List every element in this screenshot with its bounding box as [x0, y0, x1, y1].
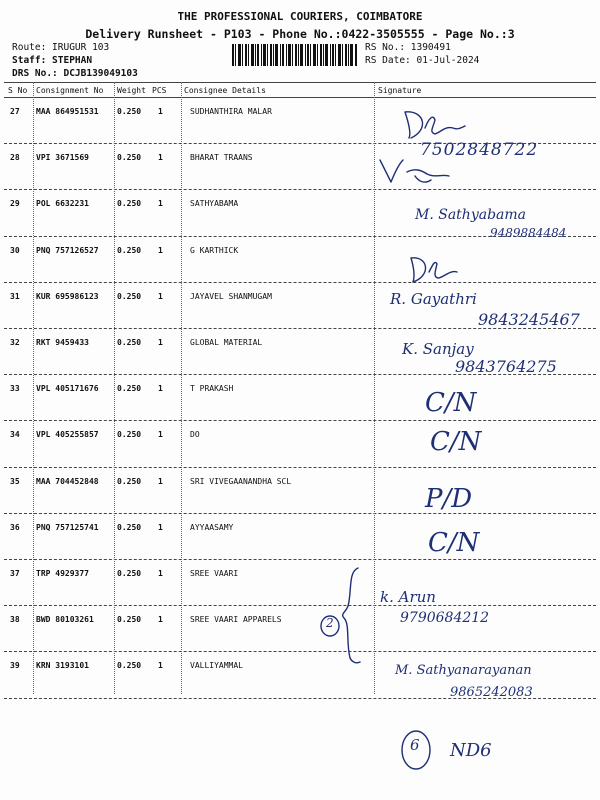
handwritten-cn-row-33: C/N	[425, 388, 477, 418]
cell-pcs: 1	[158, 384, 163, 394]
handwritten-phone-row-39: 9865242083	[450, 685, 533, 700]
signature-row-28	[375, 150, 465, 190]
cell-consignee: JAYAVEL SHANMUGAM	[190, 291, 272, 301]
cell-consignee: GLOBAL MATERIAL	[190, 338, 263, 347]
handwritten-phone-row-32: 9843764275	[455, 357, 557, 376]
row-divider	[4, 605, 596, 606]
row-divider	[4, 420, 596, 421]
cell-weight: 0.250	[117, 245, 142, 255]
cell-consignment-no: KRN 3193101	[36, 661, 89, 671]
cell-weight: 0.250	[117, 107, 142, 116]
cell-sno: 37	[10, 569, 20, 578]
cell-sno: 27	[10, 107, 20, 116]
cell-consignment-no: TRP 4929377	[36, 569, 89, 578]
row-divider	[4, 467, 596, 468]
cell-consignee: VALLIYAMMAL	[190, 661, 243, 671]
column-header-consignment: Consignment No	[36, 86, 104, 95]
route-label: Route: IRUGUR 103	[12, 42, 110, 53]
handwritten-cn-row-34: C/N	[430, 427, 482, 457]
cell-consignment-no: RKT 9459433	[36, 338, 89, 347]
handwritten-name-row-38: k. Arun	[380, 588, 436, 606]
cell-pcs: 1	[158, 430, 163, 440]
cell-sno: 33	[10, 384, 20, 394]
cell-sno: 39	[10, 661, 20, 671]
handwritten-note-nd6: ND6	[450, 740, 492, 761]
cell-consignment-no: KUR 695986123	[36, 291, 99, 301]
column-header-sno: S No	[8, 86, 28, 95]
cell-sno: 36	[10, 522, 20, 532]
cell-consignee: SUDHANTHIRA MALAR	[190, 107, 272, 116]
column-divider	[181, 82, 182, 694]
column-divider	[33, 82, 34, 694]
cell-weight: 0.250	[117, 430, 142, 440]
handwritten-cn-row-36: C/N	[428, 528, 480, 558]
handwritten-name-row-31: R. Gayathri	[390, 290, 477, 308]
rs-number: RS No.: 1390491	[365, 42, 451, 53]
cell-consignee: SRI VIVEGAANANDHA SCL	[190, 476, 292, 486]
cell-consignment-no: BWD 80103261	[36, 615, 94, 625]
bracket-rows-37-38	[318, 562, 368, 667]
cell-pcs: 1	[158, 199, 163, 209]
cell-weight: 0.250	[117, 615, 142, 625]
cell-consignee: DO	[190, 430, 200, 440]
cell-consignment-no: VPL 405171676	[36, 384, 99, 394]
handwritten-phone-row-38: 9790684212	[400, 610, 490, 626]
drs-label: DRS No.: DCJB139049103	[12, 68, 138, 79]
cell-sno: 28	[10, 153, 20, 163]
cell-consignee: SREE VAARI	[190, 569, 239, 578]
cell-weight: 0.250	[117, 476, 142, 486]
row-divider	[4, 651, 596, 652]
handwritten-circle-2: 2	[326, 616, 334, 630]
cell-pcs: 1	[158, 476, 163, 486]
runsheet-subtitle: Delivery Runsheet - P103 - Phone No.:0422-3505555 - Page No.:3	[85, 27, 515, 41]
handwritten-name-row-39: M. Sathyanarayanan	[395, 663, 532, 678]
cell-pcs: 1	[158, 245, 163, 255]
column-header-weight: Weight	[117, 86, 146, 95]
cell-weight: 0.250	[117, 384, 142, 394]
rs-date: RS Date: 01-Jul-2024	[365, 55, 480, 66]
cell-weight: 0.250	[117, 569, 142, 578]
cell-weight: 0.250	[117, 338, 142, 347]
cell-weight: 0.250	[117, 522, 142, 532]
cell-pcs: 1	[158, 661, 163, 671]
cell-pcs: 1	[158, 338, 163, 347]
cell-pcs: 1	[158, 522, 163, 532]
table-top-rule	[4, 82, 596, 83]
cell-consignment-no: VPI 3671569	[36, 153, 89, 163]
cell-weight: 0.250	[117, 661, 142, 671]
row-divider	[4, 282, 596, 283]
column-header-consignee: Consignee Details	[184, 86, 266, 95]
handwritten-phone-row-28: 7502848722	[420, 140, 539, 160]
staff-label: Staff: STEPHAN	[12, 55, 93, 66]
barcode	[232, 44, 357, 66]
cell-consignment-no: MAA 864951531	[36, 107, 99, 116]
cell-consignment-no: PNQ 757126527	[36, 245, 99, 255]
cell-weight: 0.250	[117, 153, 142, 163]
cell-sno: 32	[10, 338, 20, 347]
cell-weight: 0.250	[117, 291, 142, 301]
cell-sno: 38	[10, 615, 20, 625]
handwritten-name-row-29: M. Sathyabama	[415, 207, 527, 223]
signature-row-30	[405, 252, 465, 286]
cell-consignment-no: PNQ 757125741	[36, 522, 99, 532]
cell-consignee: SREE VAARI APPARELS	[190, 615, 282, 625]
cell-pcs: 1	[158, 569, 163, 578]
row-divider	[4, 559, 596, 560]
cell-sno: 31	[10, 291, 20, 301]
handwritten-name-row-32: K. Sanjay	[402, 340, 474, 358]
handwritten-phone-row-29: 9489884484	[490, 226, 567, 240]
cell-consignment-no: MAA 704452848	[36, 476, 99, 486]
handwritten-circle-6: 6	[410, 736, 420, 754]
cell-consignment-no: VPL 405255857	[36, 430, 99, 440]
cell-consignee: G KARTHICK	[190, 245, 239, 255]
row-divider	[4, 189, 596, 190]
cell-consignee: SATHYABAMA	[190, 199, 239, 209]
cell-consignment-no: POL 6632231	[36, 199, 89, 209]
cell-pcs: 1	[158, 153, 163, 163]
row-divider	[4, 513, 596, 514]
cell-consignee: BHARAT TRAANS	[190, 153, 253, 163]
cell-sno: 30	[10, 245, 20, 255]
cell-consignee: T PRAKASH	[190, 384, 234, 394]
handwritten-pd-row-35: P/D	[425, 484, 473, 514]
company-title: THE PROFESSIONAL COURIERS, COIMBATORE	[177, 10, 423, 23]
cell-sno: 35	[10, 476, 20, 486]
table-header-rule	[4, 97, 596, 98]
handwritten-phone-row-31: 9843245467	[478, 310, 580, 329]
cell-weight: 0.250	[117, 199, 142, 209]
cell-pcs: 1	[158, 615, 163, 625]
cell-pcs: 1	[158, 291, 163, 301]
cell-sno: 34	[10, 430, 20, 440]
column-header-pcs: PCS	[152, 86, 167, 95]
cell-pcs: 1	[158, 107, 163, 116]
cell-sno: 29	[10, 199, 20, 209]
cell-consignee: AYYAASAMY	[190, 522, 234, 532]
column-divider	[114, 82, 115, 694]
signature-row-27	[395, 104, 475, 144]
column-header-signature: Signature	[378, 86, 422, 95]
